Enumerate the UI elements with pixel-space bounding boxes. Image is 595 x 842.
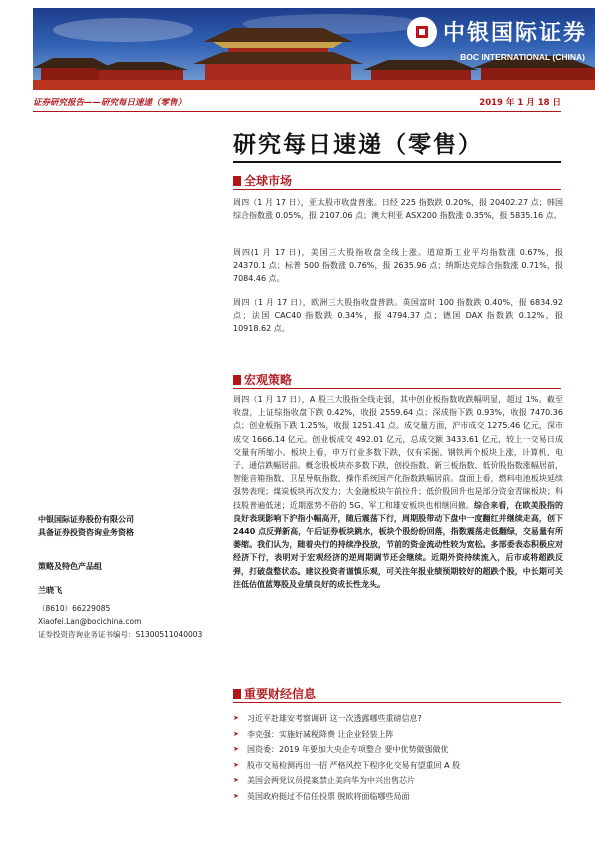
report-header-line	[33, 92, 561, 112]
section-heading-macro: 宏观策略	[233, 371, 292, 388]
boc-logo-icon	[407, 17, 437, 47]
department-name: 策略及特色产品组	[38, 562, 102, 571]
title-rule	[233, 161, 561, 163]
company-qualification: 具备证券投资咨询业务资格	[38, 528, 134, 537]
news-list	[233, 711, 563, 805]
section-rule	[233, 189, 561, 190]
bullet-arrow-icon: ➤	[233, 760, 239, 769]
report-type: 证券研究报告——研究每日速递（零售）	[33, 98, 187, 108]
bullet-arrow-icon: ➤	[233, 745, 239, 754]
brand-name-en: BOC INTERNATIONAL (CHINA)	[460, 52, 585, 62]
section-marker-icon	[233, 375, 241, 385]
report-date: 2019 年 1 月 18 日	[479, 98, 561, 108]
section-marker-icon	[233, 176, 241, 186]
paragraph-europe: 周四（1 月 17 日），欧洲三大股指收盘普跌。英国富时 100 指数跌 0.40%，报 6834.92 点；法国 CAC40 指数跌 0.34%，报 4794.37 点；德国 DAX 指数跌 0.12%，报 10918.62 点。	[233, 298, 563, 334]
analyst-phone: （8610）66229085	[38, 604, 111, 613]
analyst-email[interactable]: Xiaofei.Lan@bocichina.com	[38, 617, 142, 626]
paragraph-asia: 周四（1 月 17 日），亚太股市收盘普涨。日经 225 指数跌 0.20%，报 20402.27 点；韩国综合指数涨 0.05%，报 2107.06 点；澳大利亚 ASX200 指数涨 0.35%，报 5835.16 点。	[233, 198, 563, 221]
analyst-name: 兰晓飞	[38, 586, 62, 595]
analyst-contact	[38, 602, 202, 641]
bullet-arrow-icon: ➤	[233, 729, 239, 738]
section-marker-icon	[233, 689, 241, 699]
bullet-arrow-icon: ➤	[233, 714, 239, 722]
company-name: 中银国际证券股份有限公司	[38, 515, 134, 524]
bullet-arrow-icon: ➤	[233, 791, 239, 800]
page-title: 研究每日速递（零售）	[233, 131, 483, 158]
company-info	[38, 513, 223, 539]
brand-lockup	[407, 16, 587, 47]
section-rule	[233, 388, 561, 389]
list-item: ➤ 习近平赴雄安考察调研 这一次透露哪些重磅信息?	[233, 711, 563, 727]
analyst-license: 证券投资咨询业务证书编号：S1300511040003	[38, 630, 203, 639]
paragraph-macro	[233, 393, 563, 591]
header-banner	[33, 8, 595, 90]
paragraph-us: 周四(1 月 17 日)，美国三大股指收盘全线上涨。道琼斯工业平均指数涨 0.67%，报 24370.1 点；标普 500 指数涨 0.76%，报 2635.96 点；纳斯达克综合指数涨 0.71%，报 7084.46 点。	[233, 248, 563, 284]
brand-name: 中银国际证券	[442, 20, 587, 46]
section-rule	[233, 702, 561, 703]
bullet-arrow-icon: ➤	[233, 776, 239, 785]
list-item: ➤ 股市交易检测再出一招 严格风控下程序化交易有望重回 A 股	[233, 758, 563, 774]
macro-conclusion: 综合来看，在欧美股指的良好表现影响下沪指小幅高开，随后震荡下行，周期股带动下盘中一度翻红并继续走高，创下 2440 点反弹新高，午后证券板块跳水，板块个股纷纷回落，指数震荡走低翻绿，交易量有所萎缩。我们认为，随着央行的持续净投放，节前的资金流动性较为宽松。多部委表态积极应对经济下行，表明对于宏观经济的逆周期调节还会继续。近期外资持续流入，后市或将超跌反弹，打破盘整状态。建议投资者谨慎乐观，可关注年报业绩预期较好的超跌个股，中长期可关注低估值蓝筹股及业绩良好的成长性龙头。	[233, 500, 563, 589]
macro-market-summary: 周四（1 月 17 日），A 股三大股指全线走弱，其中创业板指数收跌幅明显，超过 1%。截至收盘，上证综指收盘下跌 0.42%，收报 2559.64 点；深成指下跌 0.93%，收报 7470.36 点；创业板指下跌 1.25%，收报 1251.41 点。成交量方面，沪市成交 1275.46 亿元，深市成交 1666.14 亿元。创业板成交 492.01 亿元，总成交额 3433.61 亿元，较上一交易日成交量有所缩小。板块上看，申万行业多数下跌，仅有采掘、钢铁两个板块上涨，计算机、电子、通信跌幅居前。概念股板块亦多数下跌，创投指数、新三板指数、低价股指数涨幅居前，智能音箱指数、卫星导航指数、操作系统国产化指数跌幅居前。盘面上看，燃料电池板块延续强势表现；煤炭板块再次发力；大金融板块午前拉升；低价股回升也是部分资金青睐板块；科技股普遍低迷；近期涨势不俗的 5G、军工和雄安板块也相继回撤。	[233, 395, 563, 510]
section-heading-news: 重要财经信息	[233, 685, 316, 702]
list-item: ➤ 国资委：2019 年要加大央企专项整合 要中优势做强做优	[233, 742, 563, 758]
section-heading-global: 全球市场	[233, 172, 292, 189]
list-item: ➤ 英国政府挺过不信任投票 脱欧将面临哪些局面	[233, 789, 563, 805]
list-item: ➤ 美国会两党议员提案禁止美向华为中兴出售芯片	[233, 773, 563, 789]
list-item: ➤ 李克强：实施好减税降费 让企业轻装上阵	[233, 727, 563, 743]
